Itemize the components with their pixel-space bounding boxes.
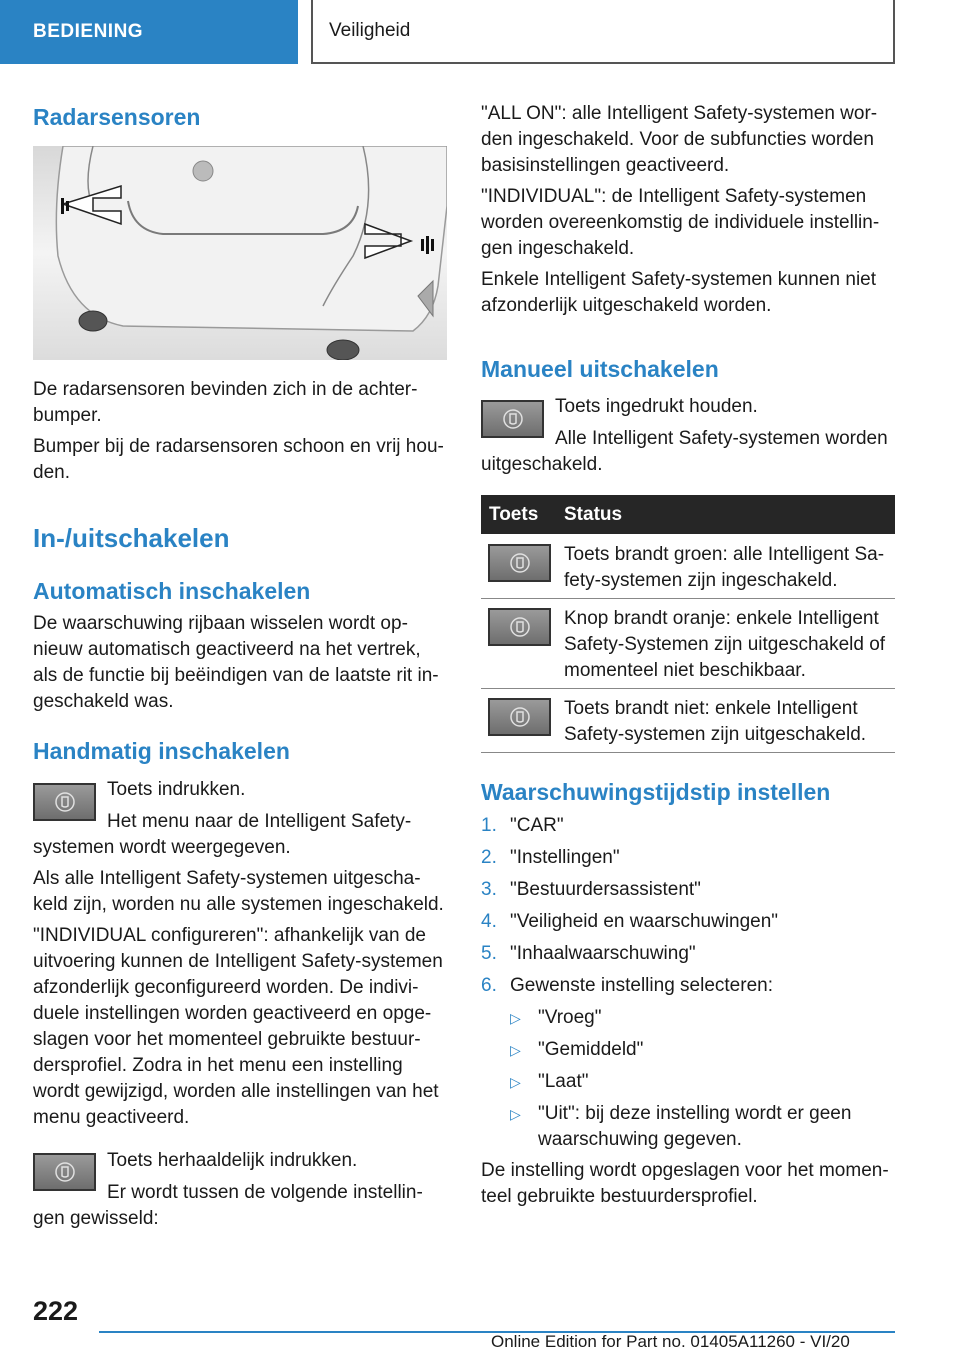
chapter-label: Veiligheid [329,20,411,41]
safety-shield-icon [509,616,531,638]
heading-handmatig: Handmatig inschakelen [33,738,290,764]
table-divider [481,598,895,599]
auto-line-2: nieuw automatisch geactiveerd na het vertrek, [33,639,421,660]
step-2 [481,845,497,871]
man-text-2b: uitgeschakeld. [481,454,603,475]
section-tab [0,0,298,64]
hand-text-5: Toets herhaaldelijk indrukken. [107,1150,358,1171]
heading-manueel: Manueel uitschakelen [481,356,719,382]
safety-button-image [488,698,551,736]
man-text-2a: Alle Intelligent Safety-systemen worden [555,428,888,449]
step-5 [481,941,497,967]
bullet-triangle-icon: ▷ [510,1106,521,1122]
safety-shield-icon [54,791,76,813]
enkele-line-2: afzonderlijk uitgeschakeld worden. [481,295,772,316]
heading-waarschuwingstijdstip: Waarschuwingstijdstip instellen [481,779,831,805]
option-vroeg: "Vroeg" [538,1007,602,1028]
radar-text-2a: Bumper bij de radarsensoren schoon en vrij hou- [33,436,444,457]
table-col-status: Status [564,504,623,525]
step-2-text: "Instellingen" [510,847,620,868]
hand-text-4b: uitvoering kunnen de Intelligent Safety-systemen [33,951,443,972]
hand-text-4d: duele instellingen worden geactiveerd en opge- [33,1003,432,1024]
edition-info: Online Edition for Part no. 01405A11260 - VI/20 [491,1332,850,1351]
end-line-1: De instelling wordt opgeslagen voor het momen- [481,1160,889,1181]
safety-shield-icon [54,1161,76,1183]
safety-button-image [488,544,551,582]
allon-line-2: den ingeschakeld. Voor de subfuncties worden [481,129,874,150]
table-row-2-line-1: Knop brandt oranje: enkele Intelligent [564,608,879,629]
hand-text-1: Toets indrukken. [107,779,246,800]
option-laat: "Laat" [538,1071,589,1092]
section-label: BEDIENING [33,21,144,42]
step-4 [481,909,497,935]
hand-text-3a: Als alle Intelligent Safety-systemen uitgescha- [33,868,421,889]
indiv-line-1: "INDIVIDUAL": de Intelligent Safety-systemen [481,186,867,207]
hand-text-2a: Het menu naar de Intelligent Safety- [107,811,412,832]
radar-text-1a: De radarsensoren bevinden zich in de achter- [33,379,418,400]
radar-text-2b: den. [33,462,70,483]
bullet-triangle-icon: ▷ [510,1010,521,1026]
bullet-triangle-icon: ▷ [510,1074,521,1090]
step-6 [481,973,497,999]
end-line-2: teel gebruikte bestuurdersprofiel. [481,1186,758,1207]
step-number: 6. [481,975,497,996]
step-6-text: Gewenste instelling selecteren: [510,975,773,996]
man-text-1: Toets ingedrukt houden. [555,396,758,417]
auto-line-3: als de functie bij beëindigen van de laatste rit in- [33,665,439,686]
allon-line-3: basisinstellingen geactiveerd. [481,155,730,176]
table-row-2-line-3: momenteel niet beschikbaar. [564,660,806,681]
step-3 [481,877,497,903]
table-row-3-line-2: Safety-systemen zijn uitgeschakeld. [564,724,867,745]
hand-text-6b: gen gewisseld: [33,1208,159,1229]
hand-text-6a: Er wordt tussen de volgende instellin- [107,1182,423,1203]
indiv-line-3: gen ingeschakeld. [481,238,635,259]
page-number: 222 [33,1296,79,1326]
table-row-2-line-2: Safety-Systemen zijn uitgeschakeld of [564,634,886,655]
hand-text-2b: systemen wordt weergegeven. [33,837,291,858]
safety-button-image [481,400,544,438]
step-3-text: "Bestuurdersassistent" [510,879,701,900]
step-number: 2. [481,847,497,868]
auto-line-1: De waarschuwing rijbaan wisselen wordt op- [33,613,408,634]
option-gemiddeld: "Gemiddeld" [538,1039,644,1060]
table-divider [481,688,895,689]
indiv-line-2: worden overeenkomstig de individuele instellin- [481,212,880,233]
option-uit-line-2: waarschuwing gegeven. [538,1129,742,1150]
radar-text-1b: bumper. [33,405,102,426]
hand-text-4f: dersprofiel. Zodra in het menu een instelling [33,1055,403,1076]
table-row-1-line-2: fety-systemen zijn ingeschakeld. [564,570,838,591]
safety-button-image [488,608,551,646]
hand-text-4h: menu geactiveerd. [33,1107,190,1128]
table-row-1-line-1: Toets brandt groen: alle Intelligent Sa- [564,544,885,565]
step-number: 1. [481,815,497,836]
enkele-line-1: Enkele Intelligent Safety-systemen kunnen niet [481,269,877,290]
table-row-3-line-1: Toets brandt niet: enkele Intelligent [564,698,858,719]
auto-line-4: geschakeld was. [33,691,174,712]
table-divider [481,752,895,753]
safety-button-image [33,783,96,821]
heading-radarsensoren: Radarsensoren [33,104,201,130]
table-col-toets: Toets [489,504,539,525]
table-header [481,495,895,534]
step-5-text: "Inhaalwaarschuwing" [510,943,696,964]
hand-text-4e: slagen voor het momenteel gebruikte bestuur- [33,1029,421,1050]
step-number: 4. [481,911,497,932]
bullet-triangle-icon: ▷ [510,1042,521,1058]
safety-shield-icon [502,408,524,430]
rear-bumper-illustration [33,146,447,360]
step-1 [481,813,497,839]
step-number: 3. [481,879,497,900]
hand-text-4g: wordt gewijzigd, worden alle instellingen van het [33,1081,439,1102]
hand-text-4c: afzonderlijk geconfigureerd worden. De indivi- [33,977,419,998]
step-number: 5. [481,943,497,964]
option-uit-line-1: "Uit": bij deze instelling wordt er geen [538,1103,852,1124]
heading-in-uitschakelen: In-/uitschakelen [33,523,230,553]
safety-shield-icon [509,706,531,728]
step-4-text: "Veiligheid en waarschuwingen" [510,911,779,932]
chapter-tab [311,0,895,64]
allon-line-1: "ALL ON": alle Intelligent Safety-systemen wor- [481,103,878,124]
heading-automatisch: Automatisch inschakelen [33,578,311,604]
hand-text-4a: "INDIVIDUAL configureren": afhankelijk van de [33,925,426,946]
safety-shield-icon [509,552,531,574]
hand-text-3b: keld zijn, worden nu alle systemen ingeschakeld. [33,894,444,915]
safety-button-image [33,1153,96,1191]
step-1-text: "CAR" [510,815,564,836]
